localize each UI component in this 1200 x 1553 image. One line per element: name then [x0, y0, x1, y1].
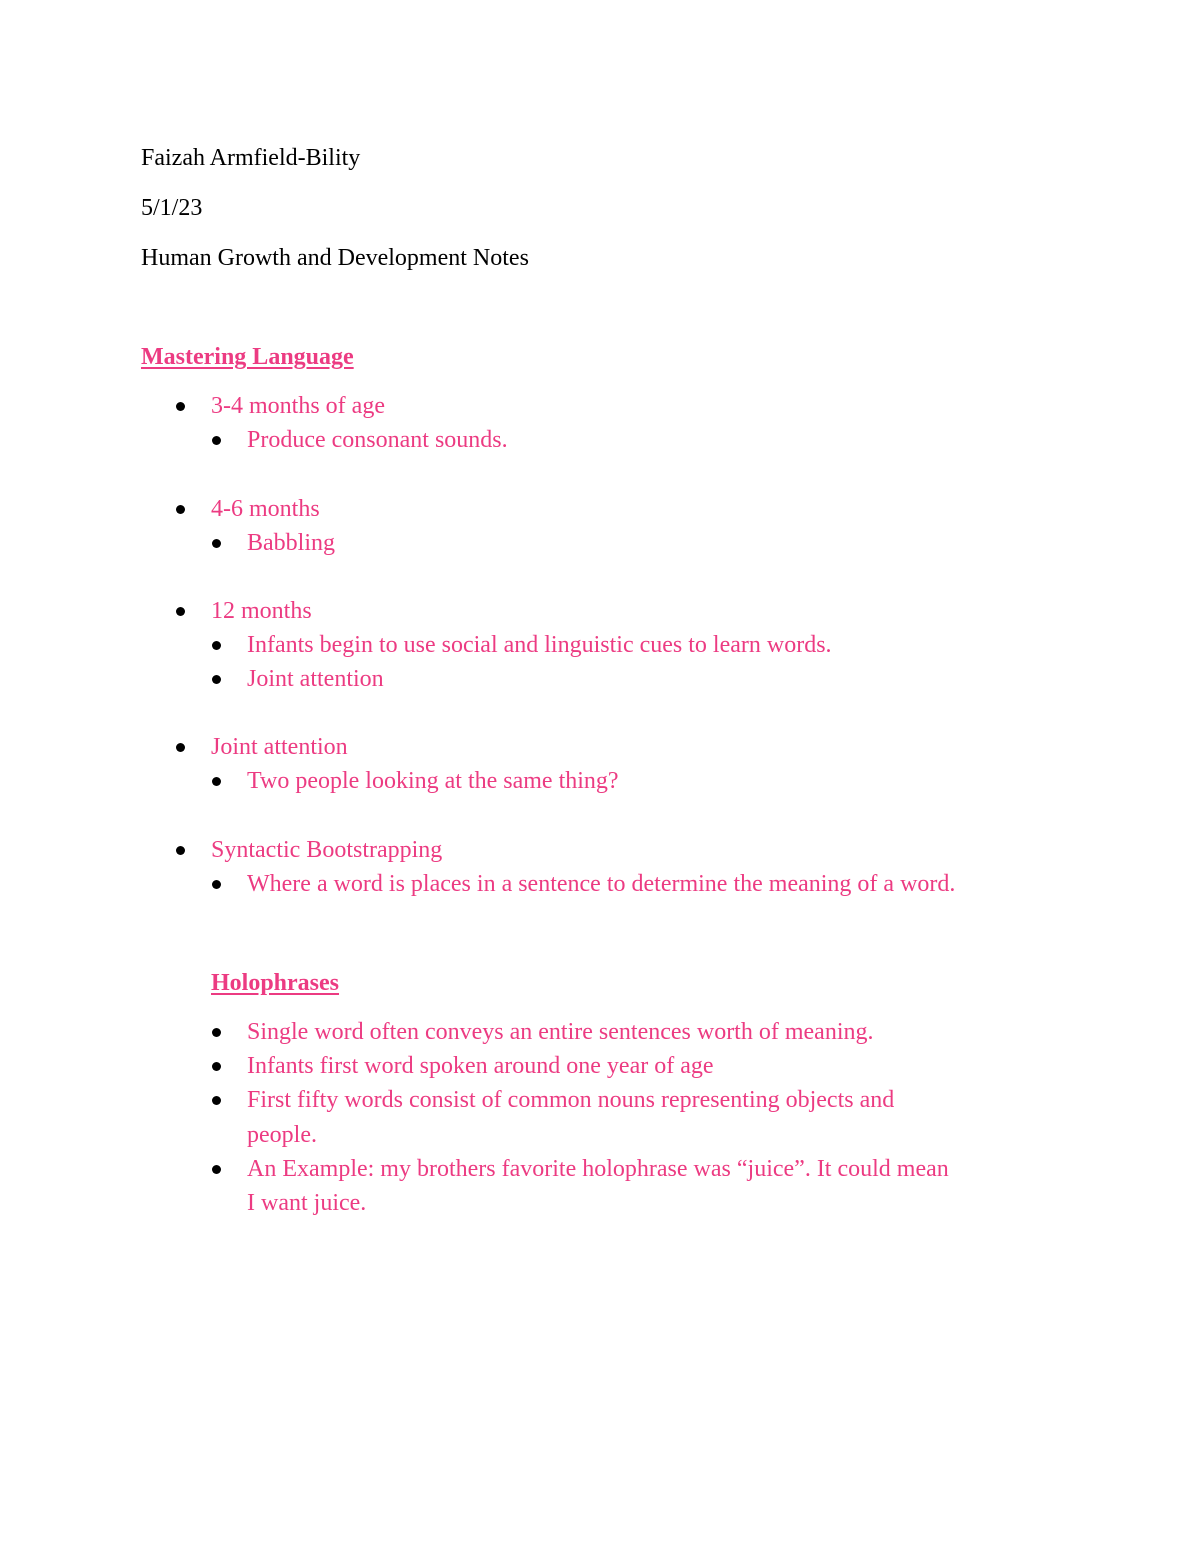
sub-list-item: Where a word is places in a sentence to determine the meaning of a word. [247, 871, 956, 897]
bullet-icon [176, 743, 185, 752]
list-item-continuation: people. [247, 1122, 317, 1148]
list-item: An Example: my brothers favorite holophrase was “juice”. It could mean [247, 1156, 949, 1182]
document-title: Human Growth and Development Notes [141, 245, 529, 271]
list-item-label: Syntactic Bootstrapping [211, 837, 443, 863]
list-item: Infants first word spoken around one year of age [247, 1053, 714, 1079]
sub-list-item: Infants begin to use social and linguistic cues to learn words. [247, 632, 832, 658]
bullet-icon [212, 777, 221, 786]
bullet-icon [176, 846, 185, 855]
bullet-icon [212, 641, 221, 650]
bullet-icon [212, 1096, 221, 1105]
sub-list-item: Produce consonant sounds. [247, 427, 508, 453]
bullet-icon [212, 1028, 221, 1037]
section-heading-mastering-language: Mastering Language [141, 344, 354, 370]
list-item-label: 3-4 months of age [211, 393, 385, 419]
list-item-label: Joint attention [211, 734, 348, 760]
bullet-icon [212, 1062, 221, 1071]
sub-list-item: Babbling [247, 530, 335, 556]
bullet-icon [176, 505, 185, 514]
bullet-icon [212, 675, 221, 684]
bullet-icon [176, 402, 185, 411]
document-date: 5/1/23 [141, 195, 203, 221]
bullet-icon [212, 880, 221, 889]
bullet-icon [212, 539, 221, 548]
sub-list-item: Joint attention [247, 666, 384, 692]
list-item: First fifty words consist of common nouns representing objects and [247, 1087, 895, 1113]
section-heading-holophrases: Holophrases [211, 970, 340, 996]
author-name: Faizah Armfield-Bility [141, 145, 361, 171]
list-item: Single word often conveys an entire sentences worth of meaning. [247, 1019, 874, 1045]
bullet-icon [176, 607, 185, 616]
sub-list-item: Two people looking at the same thing? [247, 768, 619, 794]
list-item-label: 4-6 months [211, 496, 320, 522]
list-item-label: 12 months [211, 598, 312, 624]
bullet-icon [212, 436, 221, 445]
list-item-continuation: I want juice. [247, 1190, 367, 1216]
bullet-icon [212, 1165, 221, 1174]
